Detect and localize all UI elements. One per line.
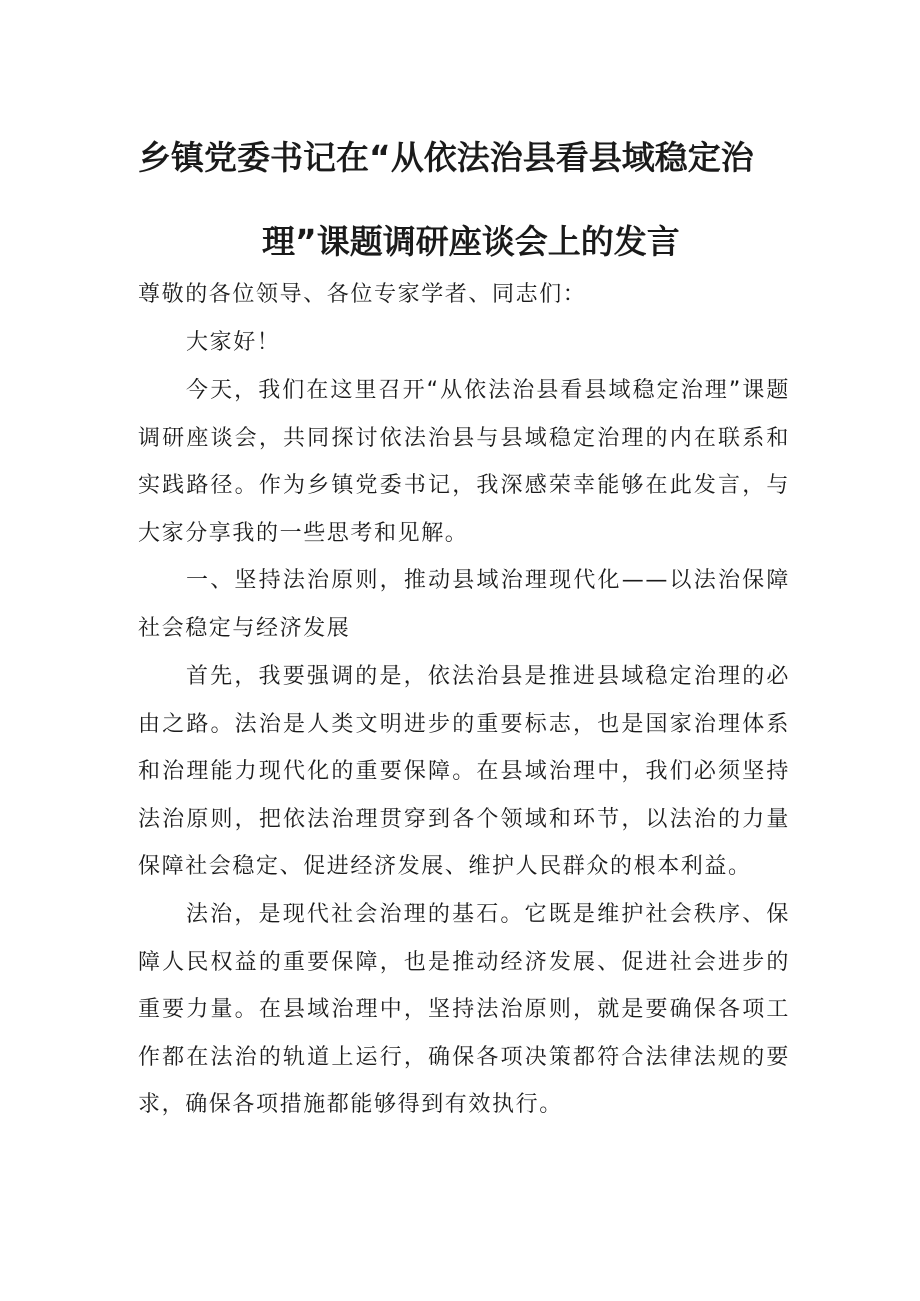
body-paragraph-1: 首先，我要强调的是，依法治县是推进县域稳定治理的必由之路。法治是人类文明进步的重要标志，也是国家治理体系和治理能力现代化的重要保障。在县域治理中，我们必须坚持法治原则，把依法治理贯穿到各个领域和环节，以法治的力量保障社会稳定、促进经济发展、维护人民群众的根本利益。 xyxy=(138,664,790,880)
document-title-line2: 理”课题调研座谈会上的发言 xyxy=(262,222,680,261)
intro-paragraph: 今天，我们在这里召开“从依法治县看县域稳定治理”课题调研座谈会，共同探讨依法治县与县域稳定治理的内在联系和实践路径。作为乡镇党委书记，我深感荣幸能够在此发言，与大家分享我的一些思考和见解。 xyxy=(138,378,790,546)
salutation: 尊敬的各位领导、各位专家学者、同志们： xyxy=(138,282,587,307)
body-paragraph-2: 法治，是现代社会治理的基石。它既是维护社会秩序、保障人民权益的重要保障，也是推动经济发展、促进社会进步的重要力量。在县域治理中，坚持法治原则，就是要确保各项工作都在法治的轨道上运行，确保各项决策都符合法律法规的要求，确保各项措施都能够得到有效执行。 xyxy=(138,902,790,1118)
section-heading-1: 一、坚持法治原则，推动县域治理现代化——以法治保障社会稳定与经济发展 xyxy=(138,568,790,641)
document-title-line1: 乡镇党委书记在“从依法治县看县域稳定治 xyxy=(138,138,754,177)
greeting-paragraph: 大家好！ xyxy=(186,330,281,355)
